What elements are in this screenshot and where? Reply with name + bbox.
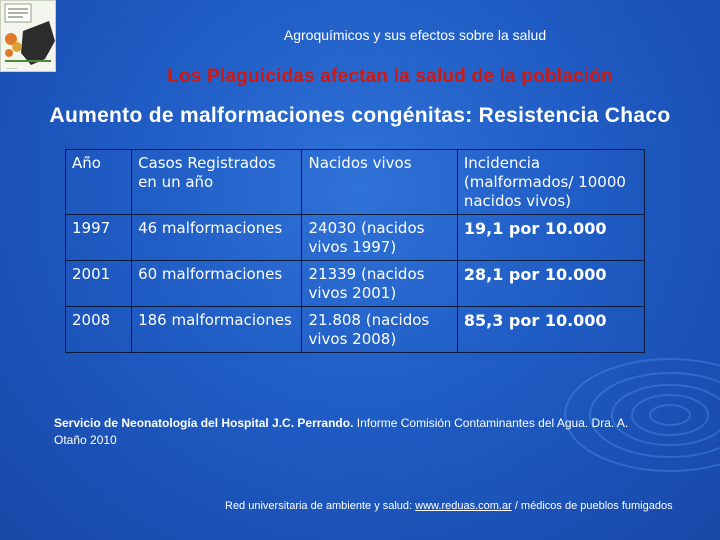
header-cases: Casos Registrados en un año [132, 150, 302, 215]
source-citation [54, 415, 664, 449]
table-row [66, 215, 645, 261]
svg-text:········: ········ [7, 66, 18, 71]
malformations-table [65, 149, 645, 353]
table-row [66, 261, 645, 307]
cell-incidence: 85,3 por 10.000 [457, 307, 644, 353]
cell-incidence: 19,1 por 10.000 [457, 215, 644, 261]
slide-subtitle: Aumento de malformaciones congénitas: Resistencia Chaco [49, 104, 671, 127]
footer-link[interactable]: www.reduas.com.ar [415, 500, 512, 512]
footer-suffix: / médicos de pueblos fumigados [511, 500, 673, 512]
header-births: Nacidos vivos [302, 150, 457, 215]
footer-prefix: Red universitaria de ambiente y salud: [225, 500, 416, 512]
cell-births: 21339 (nacidos vivos 2001) [302, 261, 457, 307]
header-incidence: Incidencia (malformados/ 10000 nacidos vivos) [457, 150, 644, 215]
source-rest: Informe Comisión Contaminantes del Agua. Dra. A. Otaño 2010 [54, 416, 629, 447]
footer [225, 500, 673, 512]
cell-cases: 60 malformaciones [132, 261, 302, 307]
slide-title: Los Plaguicidas afectan la salud de la población [167, 66, 613, 87]
cell-cases: 46 malformaciones [132, 215, 302, 261]
table-header-row [66, 150, 645, 215]
cell-year: 1997 [66, 215, 132, 261]
table-row [66, 307, 645, 353]
cell-cases: 186 malformaciones [132, 307, 302, 353]
source-bold: Servicio de Neonatología del Hospital J.C. Perrando. [54, 416, 354, 430]
cell-births: 24030 (nacidos vivos 1997) [302, 215, 457, 261]
cell-incidence: 28,1 por 10.000 [457, 261, 644, 307]
cell-year: 2001 [66, 261, 132, 307]
cell-births: 21.808 (nacidos vivos 2008) [302, 307, 457, 353]
cell-year: 2008 [66, 307, 132, 353]
header-year: Año [66, 150, 132, 215]
header-title: Agroquímicos y sus efectos sobre la salud [283, 27, 547, 43]
